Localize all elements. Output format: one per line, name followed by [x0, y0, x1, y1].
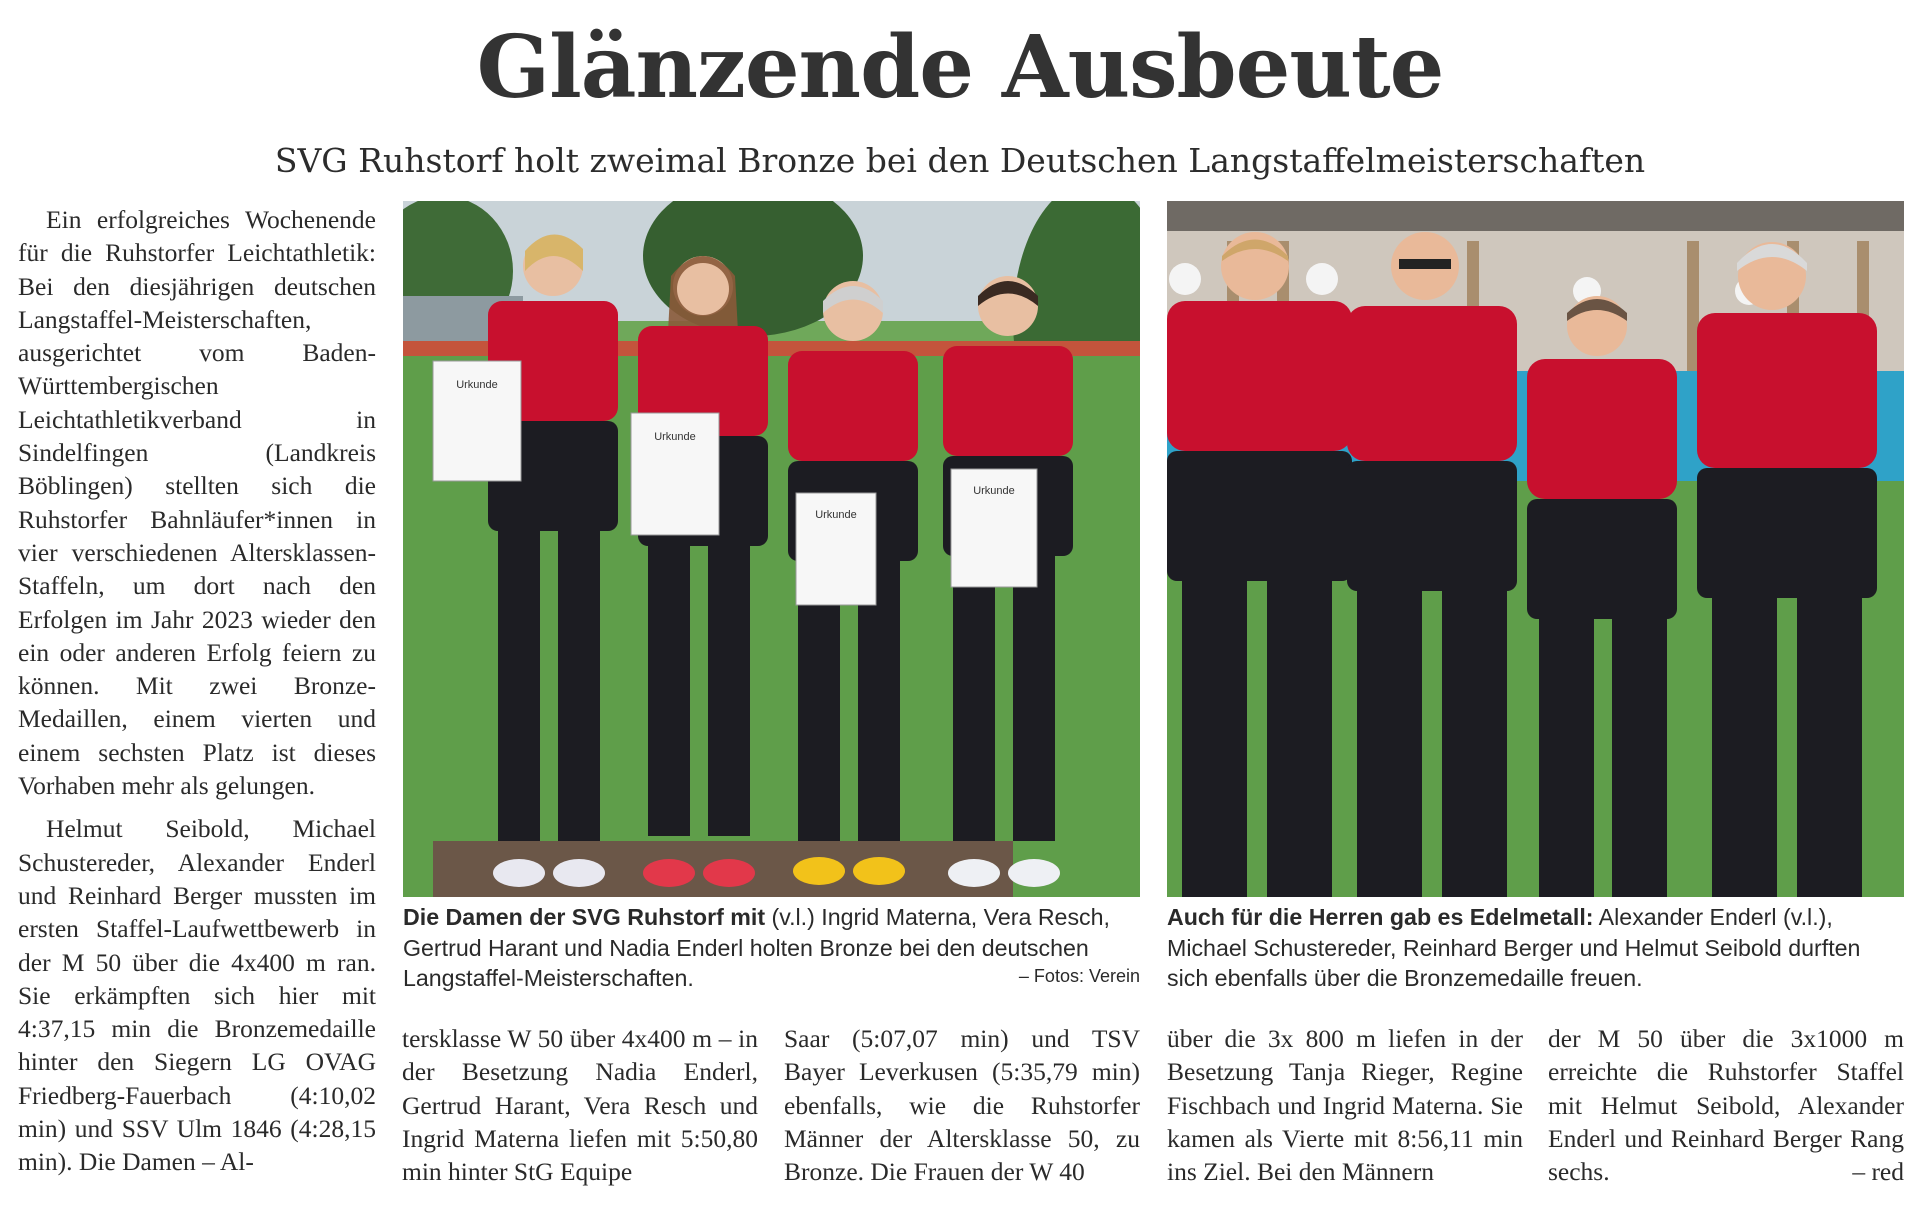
paragraph-results-part-3: Saar (5:07,07 min) und TSV Bayer Leverkusen (5:35,79 min) ebenfalls, wie die Ruhstorfer Männer der Altersklasse 50, zu Bronze. Die Frauen der W 40 [784, 1024, 1140, 1187]
paragraph-results-part-1: Helmut Seibold, Michael Schustereder, Alexander Enderl und Reinhard Berger mussten im ersten Staffel-Laufwettbewerb in der M 50 über die 4x400 m ran. Sie erkämpften sich hier mit 4:37,15 min die Bronzemedaille hinter den Siegern LG OVAG Friedberg-Fauerbach (4:10,02 min) und SSV Ulm 1846 (4:28,15 min). Die Damen – Al- [18, 814, 376, 1177]
caption-men-lead: Auch für die Herren gab es Edelmetall: [1167, 904, 1594, 930]
text-column-bottom-3 [1167, 1022, 1523, 1188]
photo-men-team [1167, 201, 1904, 897]
caption-men-photo [1167, 902, 1904, 994]
article-subheadline: SVG Ruhstorf holt zweimal Bronze bei den Deutschen Langstaffelmeisterschaften [274, 141, 1646, 180]
text-column-bottom-1 [402, 1022, 758, 1188]
text-column-bottom-2 [784, 1022, 1140, 1188]
certificate-4 [951, 469, 1037, 587]
paragraph-intro: Ein erfolgreiches Wochenende für die Ruhstorfer Leichtathletik: Bei den diesjährigen deutschen Langstaffel-Meisterschaften, ausgerichtet vom Baden-Württembergischen Leichtathletikverband in Sindelfingen (Landkreis Böblingen) stellten sich die Ruhstorfer Bahnläufer*innen in vier verschiedenen Altersklassen-Staffeln, um dort nach den Erfolgen im Jahr 2023 wieder den ein oder anderen Erfolg feiern zu können. Mit zwei Bronze-Medaillen, einem vierten und einem sechsten Platz ist dieses Vorhaben mehr als gelungen. [18, 205, 376, 801]
certificate-2 [631, 413, 719, 535]
text-column-left [18, 203, 376, 1179]
text-column-bottom-4 [1548, 1022, 1904, 1189]
photo-men-illustration [1167, 201, 1904, 897]
certificate-3 [796, 493, 876, 605]
certificate-1 [433, 361, 521, 481]
svg-text:Urkunde: Urkunde [654, 431, 696, 443]
photo-women-illustration [403, 201, 1140, 897]
paragraph-results-part-5: der M 50 über die 3x1000 m erreichte die Ruhstorfer Staffel mit Helmut Seibold, Alexander Enderl und Reinhard Berger Rang sechs. [1548, 1024, 1904, 1187]
svg-text:Urkunde: Urkunde [973, 485, 1015, 497]
caption-women-text: (v.l.) Ingrid Materna, Vera Resch, Gertrud Harant und Nadia Enderl holten Bronze bei den deutschen Langstaffel-Meisterschaften. [403, 904, 1110, 991]
photo-women-team [403, 201, 1140, 897]
author-signature: – red [1852, 1157, 1904, 1187]
caption-men-text: Alexander Enderl (v.l.), Michael Schustereder, Reinhard Berger und Helmut Seibold durften sich ebenfalls über die Bronzemedaille freuen. [1167, 904, 1861, 991]
caption-women-lead: Die Damen der SVG Ruhstorf mit [403, 904, 766, 930]
svg-text:Urkunde: Urkunde [456, 379, 498, 391]
paragraph-results-part-4: über die 3x 800 m liefen in der Besetzung Tanja Rieger, Regine Fischbach und Ingrid Materna. Sie kamen als Vierte mit 8:56,11 min ins Ziel. Bei den Männern [1167, 1024, 1523, 1187]
svg-text:Urkunde: Urkunde [815, 509, 857, 521]
photo-credit: – Fotos: Verein [1018, 966, 1140, 986]
paragraph-results-part-2: tersklasse W 50 über 4x400 m – in der Besetzung Nadia Enderl, Gertrud Harant, Vera Resch und Ingrid Materna liefen mit 5:50,80 min hinter StG Equipe [402, 1024, 758, 1187]
article-headline: Glänzende Ausbeute [476, 17, 1444, 118]
